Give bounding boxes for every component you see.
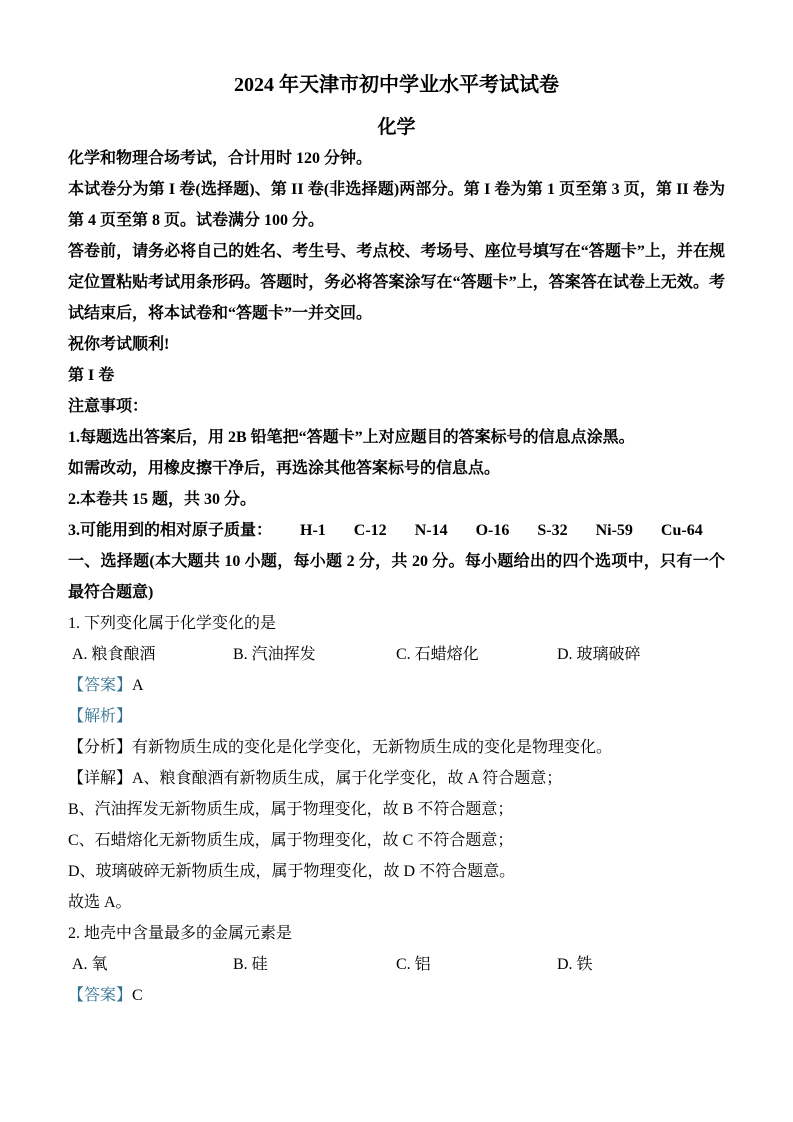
question-1-detail-b: B、汽油挥发无新物质生成，属于物理变化，故 B 不符合题意； (68, 801, 514, 818)
question-1-option-d: D. 玻璃破碎 (557, 646, 641, 663)
intro-structure: 本试卷分为第 I 卷(选择题)、第 II 卷(非选择题)两部分。第 I 卷为第 1 页至第 3 页，第 II 卷为第 4 页至第 8 页。试卷满分 100 分。 (68, 181, 725, 229)
atomic-mass-s: S-32 (537, 522, 568, 539)
atomic-mass-ni: Ni-59 (595, 522, 633, 539)
question-2-options (68, 949, 725, 980)
question-1-stem: 1. 下列变化属于化学变化的是 (68, 615, 277, 632)
question-2-option-a: A. 氧 (72, 956, 108, 973)
atomic-mass-c: C-12 (353, 522, 387, 539)
question-1-option-b: B. 汽油挥发 (233, 646, 316, 663)
question-2-option-b: B. 硅 (233, 956, 268, 973)
question-1-option-a: A. 粮食酿酒 (72, 646, 156, 663)
question-1-detail-a: 【详解】A、粮食酿酒有新物质生成，属于化学变化，故 A 符合题意； (68, 770, 563, 787)
paper-title: 2024 年天津市初中学业水平考试试卷 (234, 74, 559, 96)
question-1-option-c: C. 石蜡熔化 (396, 646, 479, 663)
atomic-mass-h: H-1 (300, 522, 326, 539)
question-1-analysis: 【分析】有新物质生成的变化是化学变化，无新物质生成的变化是物理变化。 (68, 739, 613, 756)
note-1-line-1: 1.每题选出答案后，用 2B 铅笔把“答题卡”上对应题目的答案标号的信息点涂黑。 (68, 429, 635, 446)
notes-title: 注意事项： (68, 398, 149, 415)
question-1-detail-c: C、石蜡熔化无新物质生成，属于物理变化，故 C 不符合题意； (68, 832, 514, 849)
question-1-detail-d: D、玻璃破碎无新物质生成，属于物理变化，故 D 不符合题意。 (68, 863, 516, 880)
question-1-conclusion: 故选 A。 (68, 894, 132, 911)
note-1-line-2: 如需改动，用橡皮擦干净后，再选涂其他答案标号的信息点。 (68, 460, 501, 477)
question-2-answer-line (68, 980, 725, 1011)
question-2-stem: 2. 地壳中含量最多的金属元素是 (68, 925, 293, 942)
question-2-answer-value: C (132, 987, 143, 1004)
paper-subtitle: 化学 (377, 117, 416, 138)
answer-label: 【答案】 (68, 677, 133, 694)
intro-duration: 化学和物理合场考试，合计用时 120 分钟。 (68, 150, 373, 167)
section-choice-heading: 一、选择题(本大题共 10 小题，每小题 2 分，共 20 分。每小题给出的四个选项中，只有一个最符合题意) (68, 553, 725, 601)
intro-good-luck: 祝你考试顺利! (68, 336, 170, 353)
note-2: 2.本卷共 15 题，共 30 分。 (68, 491, 257, 508)
intro-answer-sheet-instructions: 答卷前，请务必将自己的姓名、考生号、考点校、考场号、座位号填写在“答题卡”上，并在规定位置粘贴考试用条形码。答题时，务必将答案涂写在“答题卡”上，答案答在试卷上无效。考试结束后，将本试卷和“答题卡”一并交回。 (68, 243, 725, 322)
question-1-answer-line (68, 670, 725, 701)
question-1-options (68, 639, 725, 670)
question-2-option-c: C. 铝 (396, 956, 431, 973)
answer-label: 【答案】 (68, 987, 133, 1004)
note-3-atomic-masses (68, 515, 725, 546)
explanation-label: 【解析】 (68, 708, 133, 725)
atomic-mass-o: O-16 (475, 522, 510, 539)
volume1-heading: 第 I 卷 (68, 367, 115, 384)
question-2-option-d: D. 铁 (557, 956, 593, 973)
question-1-answer-value: A (132, 677, 144, 694)
question-1-explanation-label (68, 701, 725, 732)
atomic-mass-cu: Cu-64 (660, 522, 703, 539)
atomic-mass-n: N-14 (414, 522, 448, 539)
note-3-label: 3.可能用到的相对原子质量： (68, 522, 273, 539)
